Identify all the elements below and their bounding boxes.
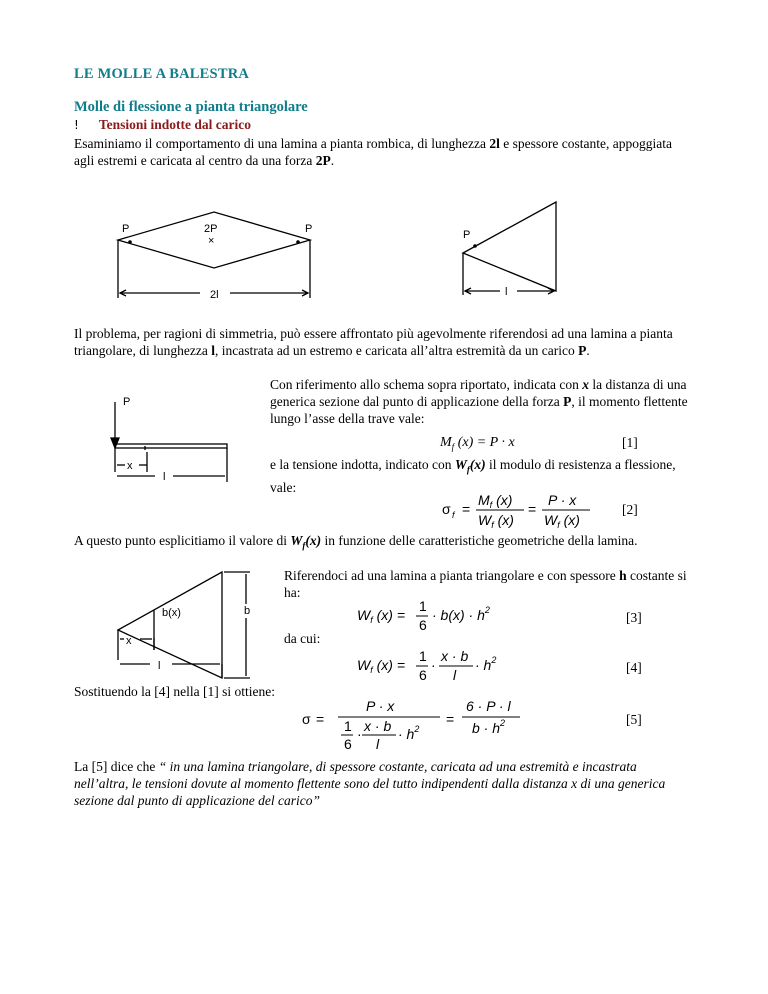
svg-text:· h2: · $h^2$	[398, 724, 420, 742]
svg-text:1: 1	[344, 718, 352, 734]
support-point	[296, 240, 300, 244]
equation-1: $M_f$ (x) = P · x	[440, 435, 515, 452]
svg-text:x · b: x · b	[364, 718, 392, 734]
label-p: P	[123, 396, 131, 408]
support-point	[128, 240, 132, 244]
equation-2-number: [2]	[622, 502, 638, 517]
substitution-text: Sostituendo la [4] nella [1] si ottiene:	[74, 684, 275, 699]
equation-3	[355, 596, 535, 636]
svg-text:· b(x) · h2: · $b(x) \cdot h^2$	[432, 605, 490, 623]
svg-text:1: 1	[419, 598, 427, 614]
moment-paragraph: Con riferimento allo schema sopra riportato, indicata con x la distanza di una generica sezione dal punto di applicazione della forza P, il momento flettente lungo l’asse della trave vale:	[270, 377, 688, 426]
svg-text:6: 6	[344, 736, 352, 752]
label-l: l	[163, 471, 166, 483]
svg-text:Wf (x) =: $W_f$ (x) =	[357, 607, 406, 625]
equation-3-number: [3]	[626, 610, 642, 625]
svg-text:σ: σ	[302, 711, 311, 727]
resistance-paragraph: A questo punto esplicitiamo il valore di $W_f(x)$ in funzione delle caratteristiche geometriche della lamina.	[74, 533, 638, 551]
equation-5	[300, 696, 530, 758]
label-l: l	[158, 660, 161, 672]
svg-text:Mf (x): $M_f$ (x)	[478, 492, 513, 510]
page-title: LE MOLLE A BALESTRA	[74, 66, 250, 82]
svg-text:f: f	[452, 510, 455, 520]
load-cross-icon: ×	[208, 235, 215, 247]
svg-text:·: ·	[357, 726, 362, 742]
dimension-2l: 2l	[210, 289, 219, 301]
svg-text:6: 6	[419, 667, 427, 683]
label-b: b	[244, 605, 251, 617]
svg-text:σ: σ	[442, 501, 451, 517]
conclusion-paragraph: La [5] dice che “ in una lamina triangolare, di spessore costante, caricata ad una estremità e incastrata nell’altra, le tensioni dovute al momento flettente sono del tutto indipendenti dalla distanza x di una generica sezione dal punto di applicazione del carico”	[74, 759, 666, 808]
section-heading: Molle di flessione a pianta triangolare	[74, 99, 308, 115]
label-p-left: P	[122, 223, 130, 235]
subsection-heading	[74, 117, 251, 133]
svg-text:6 · P · l: 6 · P · l	[466, 698, 511, 714]
svg-text:=: =	[462, 501, 471, 517]
svg-text:Wf (x): $W_f$ (x)	[544, 512, 580, 530]
svg-text:=: =	[528, 501, 537, 517]
triangular-half-figure	[455, 200, 565, 300]
label-x: x	[127, 460, 133, 472]
svg-text:b · h2: $b \cdot h^2$	[472, 718, 506, 736]
stress-paragraph: e la tensione indotta, indicato con $W_f(x)$ il modulo di resistenza a flessione, vale:	[270, 457, 676, 495]
dimension-l: l	[505, 286, 508, 298]
svg-text:1: 1	[419, 648, 427, 664]
svg-text:l: l	[376, 736, 380, 752]
svg-text:Wf (x): $W_f$ (x)	[478, 512, 514, 530]
equation-5-number: [5]	[626, 712, 642, 727]
equation-4	[355, 645, 555, 687]
triangular-plan-figure	[110, 566, 270, 681]
svg-text:6: 6	[419, 617, 427, 633]
subsection-title: Tensioni indotte dal carico	[98, 117, 251, 132]
svg-text:Wf (x) =: $W_f$ (x) =	[357, 657, 406, 675]
svg-text:P · x: P · x	[366, 698, 395, 714]
rhombic-plate-figure	[110, 210, 340, 305]
svg-text:x · b: x · b	[441, 648, 469, 664]
svg-text:=: =	[316, 711, 325, 727]
load-point	[473, 244, 477, 248]
bullet-marker: !	[74, 118, 79, 132]
equation-4-number: [4]	[626, 660, 642, 675]
svg-text:·: ·	[431, 657, 436, 673]
intro-paragraph: Esaminiamo il comportamento di una lamina a pianta rombica, di lunghezza 2l e spessore costante, appoggiata agli estremi e caricata al centro da una forza 2P.	[74, 136, 672, 168]
symmetry-paragraph: Il problema, per ragioni di simmetria, può essere affrontato più agevolmente riferendosi ad una lamina a pianta triangolare, di lunghezza l, incastrata ad un estremo e caricata all’altra estremità da un carico P.	[74, 326, 673, 358]
label-p: P	[463, 229, 471, 241]
cantilever-side-figure	[105, 392, 245, 487]
da-cui-text: da cui:	[284, 631, 321, 646]
label-x: x	[126, 635, 132, 647]
equation-2	[440, 488, 620, 532]
thickness-paragraph: Riferendoci ad una lamina a pianta triangolare e con spessore h costante si ha:	[284, 568, 687, 600]
svg-text:=: =	[446, 711, 455, 727]
label-p-right: P	[305, 223, 313, 235]
label-2p: 2P	[204, 223, 218, 235]
svg-text:· h2: · $h^2$	[475, 655, 497, 673]
label-bx: b(x)	[162, 607, 181, 619]
svg-text:l: l	[453, 667, 457, 683]
equation-1-number: [1]	[622, 435, 638, 450]
svg-text:P · x: P · x	[548, 492, 577, 508]
